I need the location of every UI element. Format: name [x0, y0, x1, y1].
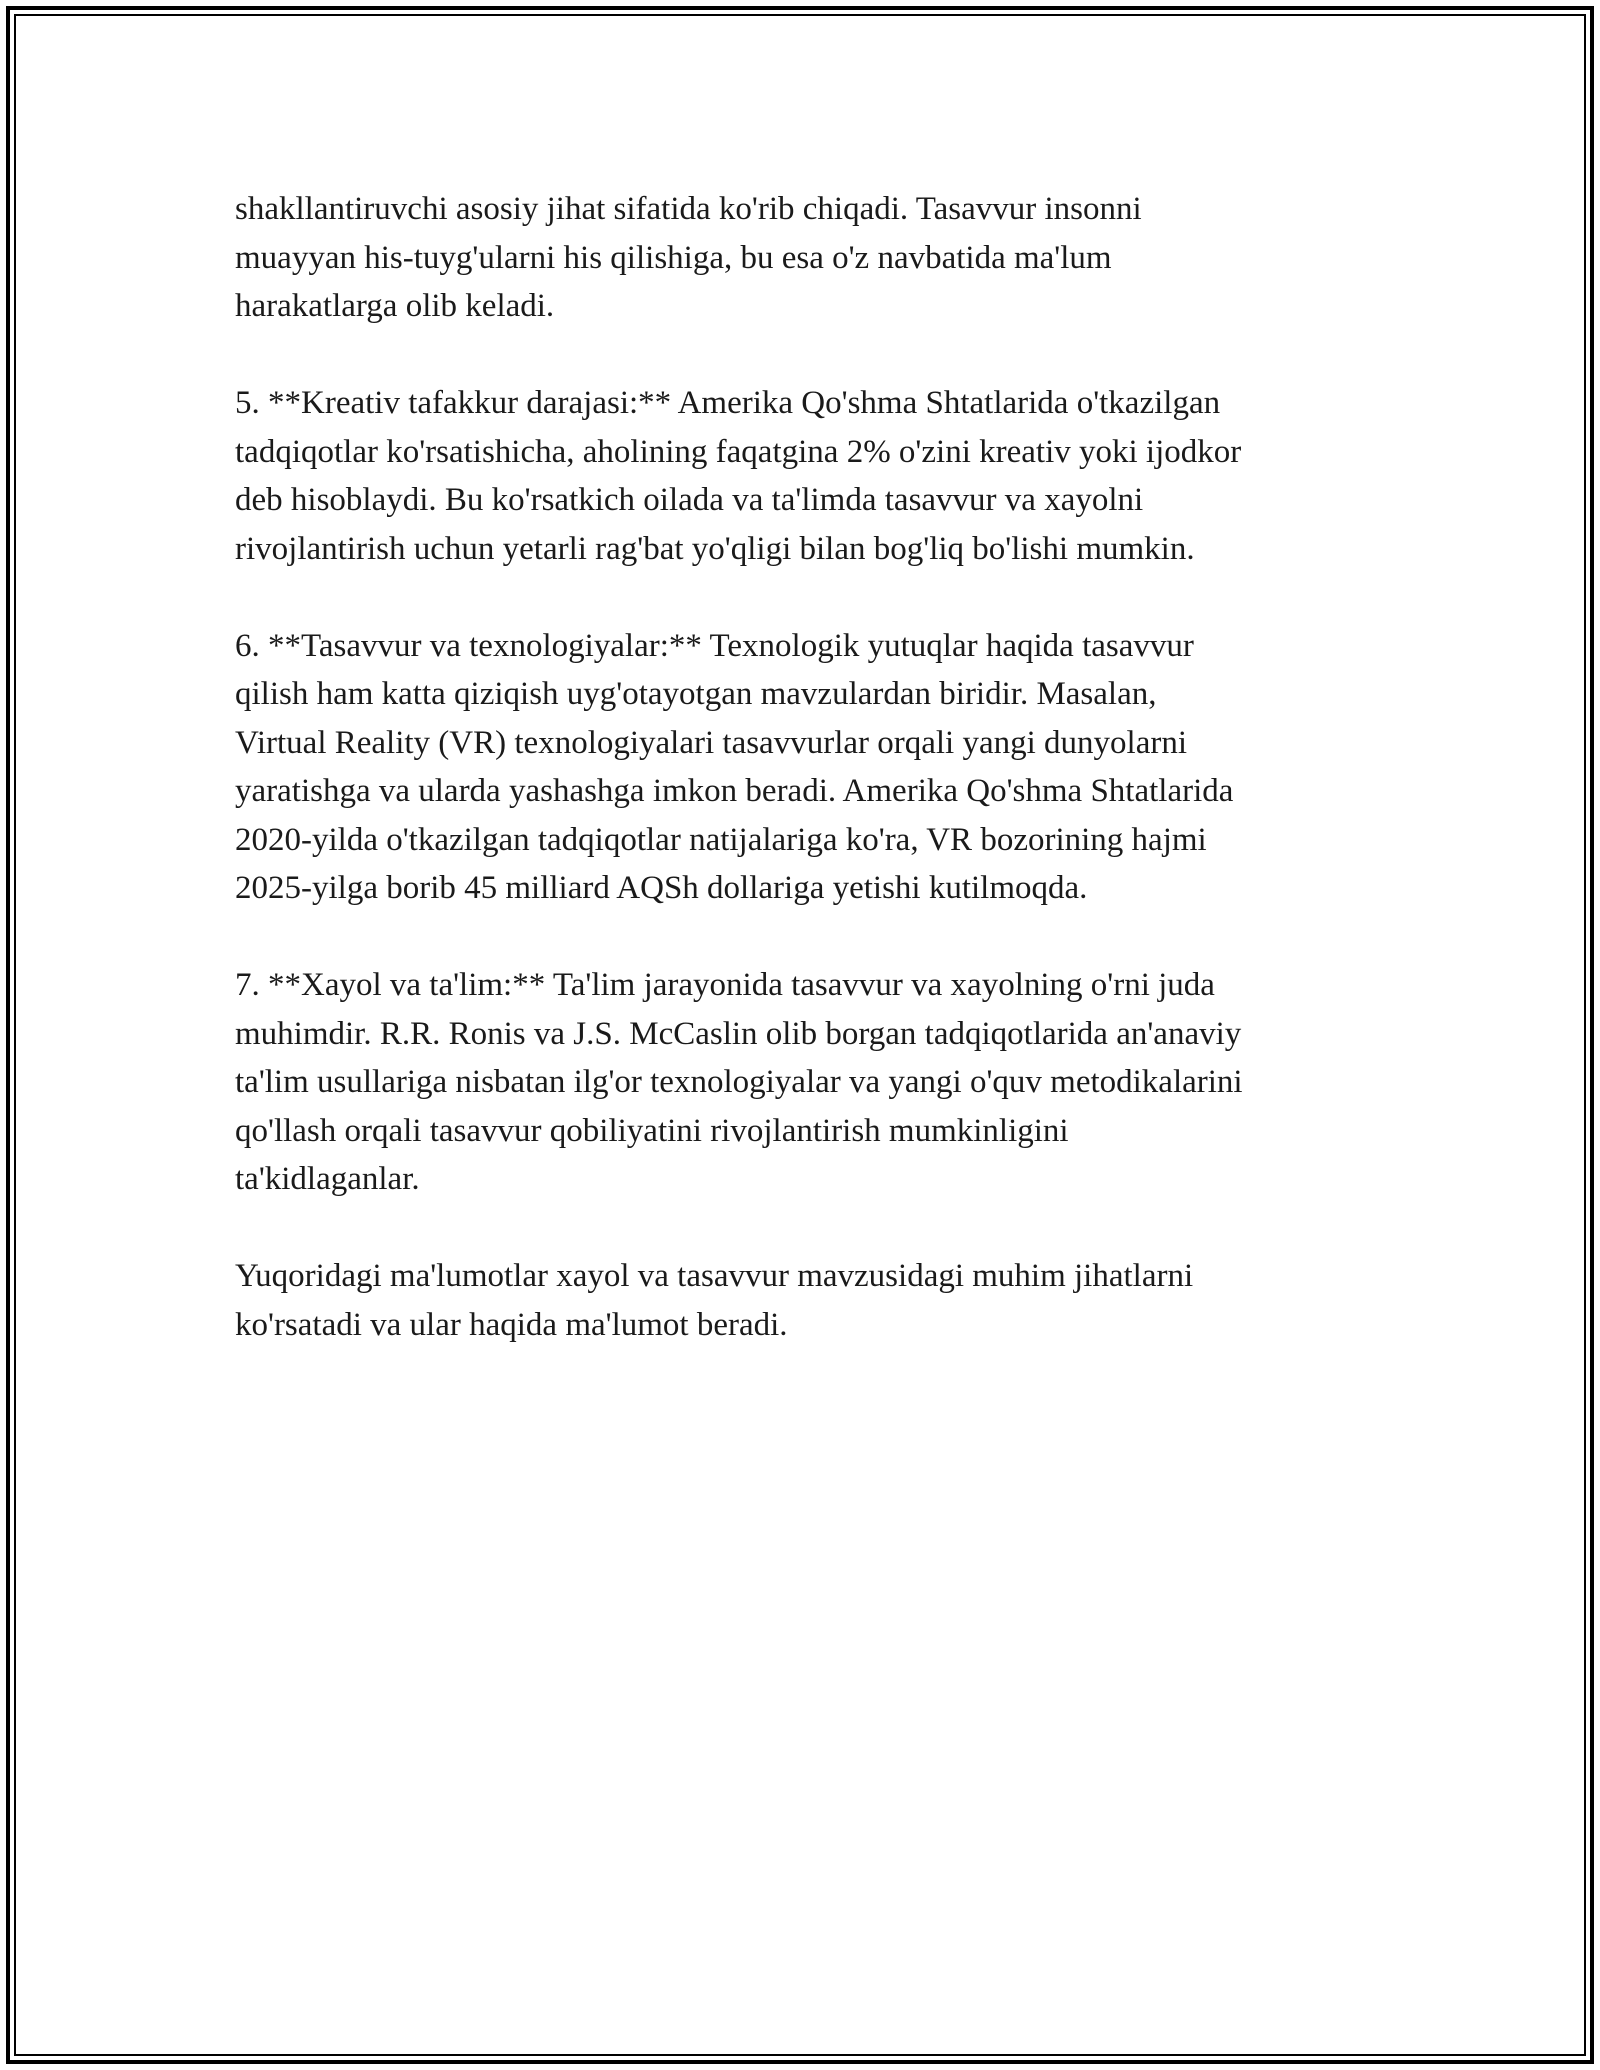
paragraph-item-7-imagination-education: 7. **Xayol va ta'lim:** Ta'lim jarayonida tasavvur va xayolning o'rni juda muhimdir. R.R. Ronis va J.S. McCaslin olib borgan tadqiqotlarida an'anaviy ta'lim usullariga nisbatan ilg'or texnologiyalar va yangi o'quv metodikalarini qo'llash orqali tasavvur qobiliyatini rivojlantirish mumkinligini ta'kidlaganlar. — [235, 967, 1243, 1197]
paragraph-item-5-creative-thinking: 5. **Kreativ tafakkur darajasi:** Amerika Qo'shma Shtatlarida o'tkazilgan tadqiqotlar ko'rsatishicha, aholining faqatgina 2% o'zini kreativ yoki ijodkor deb hisoblaydi. Bu ko'rsatkich oilada va ta'limda tasavvur va xayolni rivojlantirish uchun yetarli rag'bat yo'qligi bilan bog'liq bo'lishi mumkin. — [235, 385, 1242, 567]
paragraph-conclusion: Yuqoridagi ma'lumotlar xayol va tasavvur mavzusidagi muhim jihatlarni ko'rsatadi va ular haqida ma'lumot beradi. — [235, 1258, 1194, 1343]
document-body — [235, 185, 1375, 1398]
paragraph-intro-continuation: shakllantiruvchi asosiy jihat sifatida ko'rib chiqadi. Tasavvur insonni muayyan his-tuyg'ularni his qilishiga, bu esa o'z navbatida ma'lum harakatlarga olib keladi. — [235, 191, 1142, 324]
paragraph-item-6-imagination-technology: 6. **Tasavvur va texnologiyalar:** Texnologik yutuqlar haqida tasavvur qilish ham katta qiziqish uyg'otayotgan mavzulardan biridir. Masalan, Virtual Reality (VR) texnologiyalari tasavvurlar orqali yangi dunyolarni yaratishga va ularda yashashga imkon beradi. Amerika Qo'shma Shtatlarida 2020-yilda o'tkazilgan tadqiqotlar natijalariga ko'ra, VR bozorining hajmi 2025-yilga borib 45 milliard AQSh dollariga yetishi kutilmoqda. — [235, 627, 1234, 906]
